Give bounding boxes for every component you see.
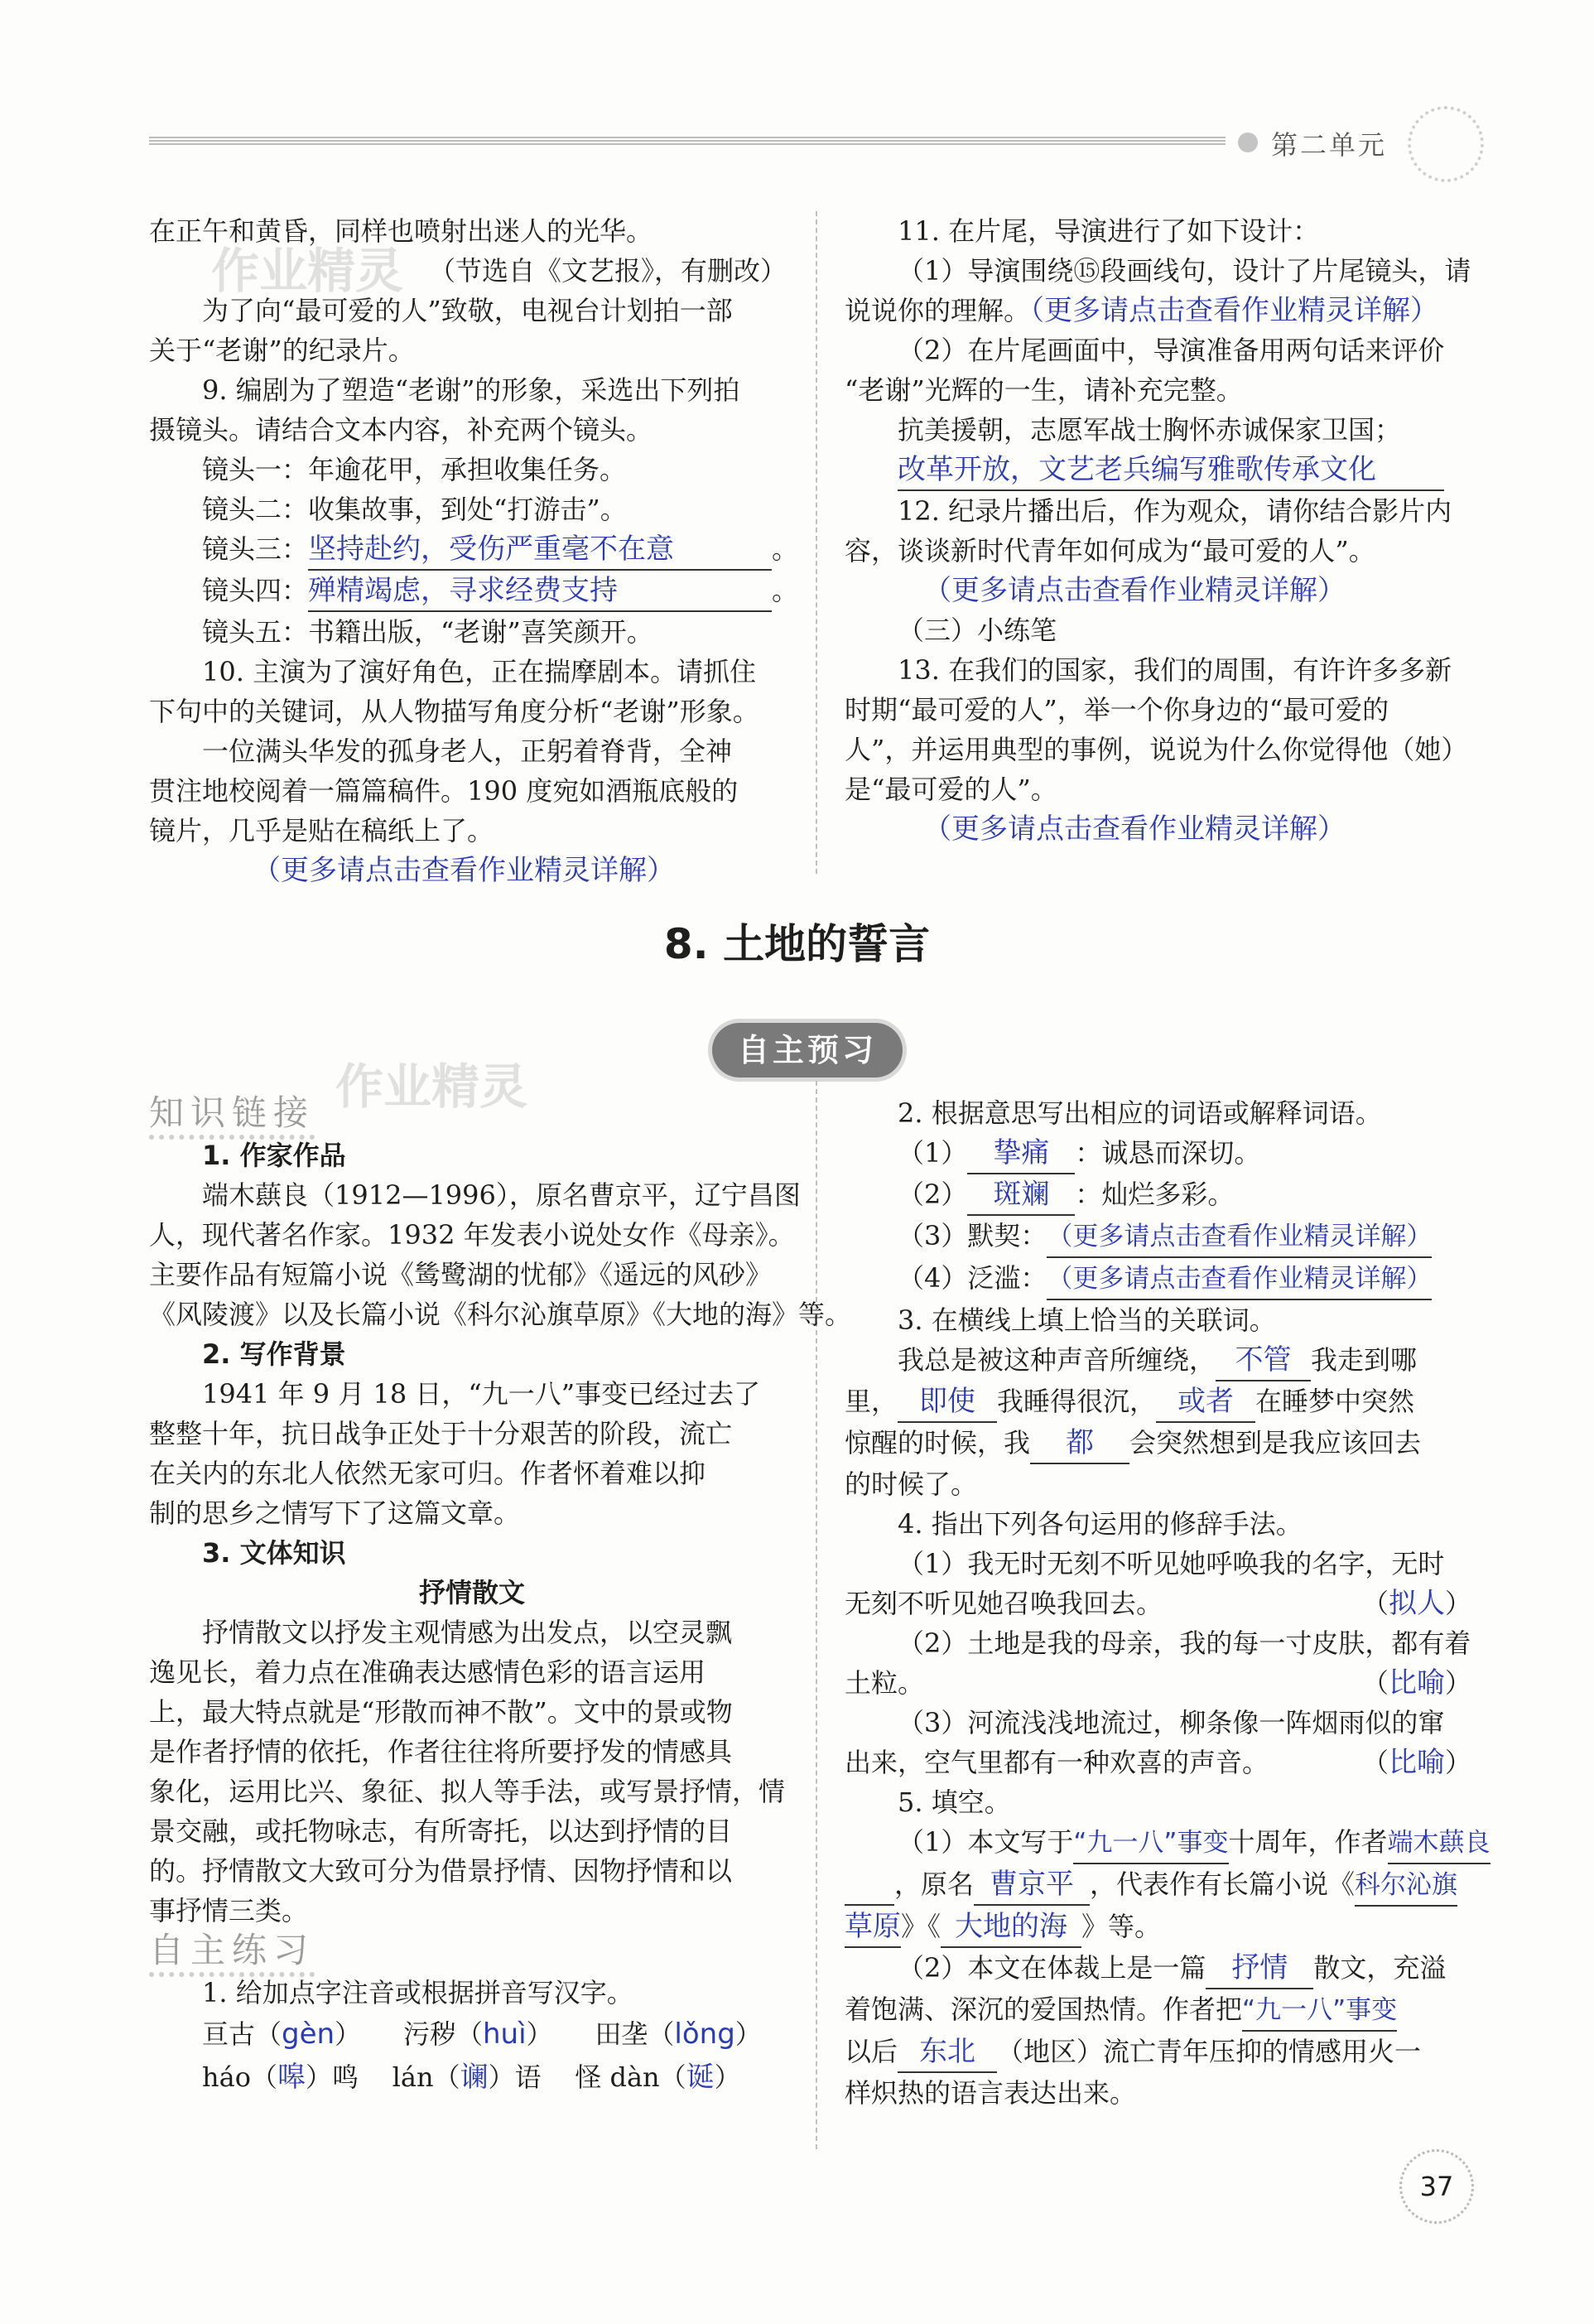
text-line: 下句中的关键词，从人物描写角度分析“老谢”形象。 — [149, 696, 759, 727]
q4-text: （2）土地是我的母亲，我的每一寸皮肤，都有着 — [898, 1627, 1471, 1659]
q2-item: （4）泛滥：（更多请点击查看作业精灵详解） — [845, 1258, 1540, 1300]
q5-text: （2）本文在体裁上是一篇 抒情 散文，充溢 — [845, 1948, 1540, 1989]
text-line: 在关内的东北人依然无家可归。作者怀着难以抑 — [149, 1458, 706, 1489]
text-line: 为了向“最可爱的人”致敬，电视台计划拍一部 — [202, 295, 733, 326]
text-line: 抗美援朝，志愿军战士胸怀赤诚保家卫国； — [898, 414, 1402, 446]
q3-text: 惊醒的时候，我 都 会突然想到是我应该回去 — [845, 1423, 1540, 1464]
answer-field[interactable]: 端木蕻良 — [1388, 1823, 1490, 1864]
lesson-title: 8. 土地的誓言 — [663, 920, 931, 968]
text-line: 整整十年，抗日战争正处于十分艰苦的阶段，流亡 — [149, 1418, 733, 1449]
text-line: （2）在片尾画面中，导演准备用两句话来评价 — [898, 335, 1445, 366]
q5-text: （1）本文写于“九一八”事变十周年，作者端木蕻良 — [845, 1822, 1540, 1864]
text-line: 是“最可爱的人”。 — [845, 774, 1057, 805]
more-details-link[interactable]: （更多请点击查看作业精灵详解） — [923, 574, 1346, 607]
column-divider — [816, 1081, 817, 2149]
right-top-column — [845, 211, 1490, 849]
answer-field[interactable]: lǒng — [674, 2018, 735, 2051]
header-dot-icon — [1238, 133, 1258, 152]
q3-text: 我总是被这种声音所缠绕， 不管 我走到哪 — [845, 1340, 1540, 1381]
q3-text: 里， 即使 我睡得很沉， 或者 在睡梦中突然 — [845, 1381, 1540, 1423]
section-heading-knowledge: 知识链接 — [149, 1092, 315, 1140]
question-2: 2. 根据意思写出相应的词语或解释词语。 — [898, 1097, 1382, 1129]
text-line: 主要作品有短篇小说《鸶鹭湖的忧郁》《遥远的风砂》 — [149, 1259, 773, 1290]
answer-field[interactable]: 比喻 — [1389, 1666, 1446, 1700]
q2-item: （2） 斑斓 ：灿烂多彩。 — [845, 1174, 1540, 1216]
text-line: 时期“最可爱的人”，举一个你身边的“最可爱的 — [845, 694, 1389, 726]
q4-text: （1）我无时无刻不听见她呼唤我的名字，无时 — [898, 1548, 1445, 1579]
answer-field[interactable]: 曹京平 — [974, 1864, 1090, 1906]
answer-field[interactable]: 嗥 — [277, 2061, 306, 2094]
q4-text: （3）河流浅浅地流过，柳条像一阵烟雨似的窜 — [898, 1707, 1445, 1738]
left-bottom-column — [149, 1092, 852, 2099]
q5-text: 样炽热的语言表达出来。 — [845, 2077, 1137, 2109]
header-rule — [149, 137, 1226, 145]
answer-field[interactable]: 改革开放，文艺老兵编写雅歌传承文化 — [898, 450, 1444, 491]
q4-text: 无刻不听见她召唤我回去。 （拟人） — [845, 1587, 1472, 1620]
q4-text: 土粒。 （比喻） — [845, 1666, 1472, 1700]
more-details-link[interactable]: （更多请点击查看作业精灵详解） — [1047, 1259, 1432, 1300]
q3-text: 的时候了。 — [845, 1468, 978, 1500]
q5-text: ，原名 曹京平 ，代表作有长篇小说《科尔沁旗 — [845, 1864, 1540, 1907]
text-line: 贯注地校阅着一篇篇稿件。190 度宛如酒瓶底般的 — [149, 775, 739, 807]
question-13: 13. 在我们的国家，我们的周围，有许许多多新 — [898, 654, 1452, 686]
q5-text: 草原》《 大地的海 》等。 — [845, 1907, 1540, 1948]
text-line: 抒情散文以抒发主观情感为出发点，以空灵飘 — [202, 1617, 733, 1648]
shot-3: 镜头三：坚持赴约，受伤严重毫不在意 。 — [149, 529, 787, 571]
subheading: 抒情散文 — [418, 1577, 525, 1608]
answer-field[interactable]: 不管 — [1216, 1340, 1311, 1381]
answer-field[interactable]: 或者 — [1156, 1381, 1255, 1423]
watermark: 作业精灵 — [211, 243, 404, 299]
text-line: 制的思乡之情写下了这篇文章。 — [149, 1497, 521, 1529]
text-line: 一位满头华发的孤身老人，正躬着脊背，全神 — [202, 735, 733, 767]
text-line — [845, 450, 1490, 491]
text-line: 摄镜头。请结合文本内容，补充两个镜头。 — [149, 414, 653, 446]
shot-1: 镜头一：年逾花甲，承担收集任务。 — [202, 454, 627, 485]
text-line: 端木蕻良（1912—1996），原名曹京平，辽宁昌图 — [202, 1179, 801, 1211]
text-line: 上，最大特点就是“形散而神不散”。文中的景或物 — [149, 1696, 733, 1728]
column-divider — [816, 211, 817, 874]
answer-field[interactable]: 挚痛 — [967, 1133, 1075, 1174]
shot-5: 镜头五：书籍出版，“老谢”喜笑颜开。 — [202, 616, 653, 648]
question-4: 4. 指出下列各句运用的修辞手法。 — [898, 1508, 1303, 1540]
pinyin-row: 亘古（gèn） 污秽（huì） 田垄（lǒng） — [202, 2018, 762, 2051]
question-11: 11. 在片尾，导演进行了如下设计： — [898, 215, 1320, 247]
header-ornament-icon — [1408, 106, 1484, 182]
answer-field[interactable]: 科尔沁旗 — [1355, 1865, 1457, 1907]
answer-field[interactable]: 谰 — [460, 2061, 489, 2094]
watermark: 作业精灵 — [335, 1058, 528, 1115]
answer-field[interactable]: 东北 — [898, 2032, 997, 2073]
answer-field[interactable]: “九一八”事变 — [1073, 1823, 1228, 1864]
unit-label: 第二单元 — [1271, 129, 1388, 161]
text-line: “老谢”光辉的一生，请补充完整。 — [845, 374, 1243, 406]
question-12: 12. 纪录片播出后，作为观众，请你结合影片内 — [898, 495, 1452, 527]
q5-text: 以后 东北 （地区）流亡青年压抑的情感用火一 — [845, 2032, 1540, 2073]
answer-field[interactable]: 抒情 — [1206, 1948, 1313, 1989]
answer-field[interactable]: “九一八”事变 — [1242, 1990, 1397, 2032]
more-details-link[interactable]: （更多请点击查看作业精灵详解） — [253, 854, 675, 887]
text-line: 《风陵渡》以及长篇小说《科尔沁旗草原》《大地的海》等。 — [149, 1299, 852, 1330]
shot-4: 镜头四：殚精竭虑，寻求经费支持 。 — [149, 571, 787, 612]
text-line: 逸见长，着力点在准确表达感情色彩的语言运用 — [149, 1656, 706, 1688]
more-details-link[interactable]: （更多请点击查看作业精灵详解） — [1030, 294, 1439, 327]
section-pill: 自主预习 — [712, 1023, 903, 1078]
answer-field[interactable]: 殚精竭虑，寻求经费支持 — [308, 571, 772, 612]
question-5: 5. 填空。 — [898, 1786, 1011, 1818]
text-line: 说说你的理解。（更多请点击查看作业精灵详解） — [845, 294, 1439, 327]
text-line: 景交融，或托物咏志，有所寄托，以达到抒情的目 — [149, 1815, 733, 1847]
text-line: 的。抒情散文大致可分为借景抒情、因物抒情和以 — [149, 1855, 733, 1887]
q2-item: （3）默契：（更多请点击查看作业精灵详解） — [845, 1216, 1540, 1258]
text-line: 1941 年 9 月 18 日，“九一八”事变已经过去了 — [202, 1378, 761, 1410]
answer-field[interactable]: 草原 — [845, 1907, 901, 1948]
text-line: 人”，并运用典型的事例，说说为什么你觉得他（她） — [845, 734, 1468, 765]
text-line: （1）导演围绕⑮段画线句，设计了片尾镜头，请 — [898, 255, 1471, 287]
pinyin-row: háo（嗥）鸣 lán（谰）语 怪 dàn（诞） — [202, 2061, 741, 2094]
text-line: 事抒情三类。 — [149, 1895, 309, 1926]
text-line: 关于“老谢”的纪录片。 — [149, 335, 415, 366]
page-number: 37 — [1399, 2149, 1474, 2224]
q2-item: （1） 挚痛 ：诚恳而深切。 — [845, 1133, 1540, 1174]
question-3: 3. 在横线上填上恰当的关联词。 — [898, 1304, 1276, 1336]
more-details-link[interactable]: （更多请点击查看作业精灵详解） — [923, 812, 1346, 846]
subheading: 3. 文体知识 — [202, 1537, 346, 1569]
subheading: 1. 作家作品 — [202, 1140, 346, 1171]
right-bottom-column — [845, 1093, 1540, 2113]
question-9: 9. 编剧为了塑造“老谢”的形象，采选出下列拍 — [202, 374, 740, 406]
section-heading-practice: 自主练习 — [149, 1930, 315, 1977]
question-1: 1. 给加点字注音或根据拼音写汉字。 — [202, 1977, 633, 2008]
subsection-title: （三）小练笔 — [898, 615, 1057, 646]
text-line: 容，谈谈新时代青年如何成为“最可爱的人”。 — [845, 535, 1375, 567]
answer-field[interactable]: 都 — [1030, 1423, 1129, 1464]
text-line: 象化，运用比兴、象征、拟人等手法，或写景抒情，情 — [149, 1776, 786, 1807]
answer-field[interactable]: 比喻 — [1389, 1746, 1446, 1779]
answer-field[interactable]: 大地的海 — [941, 1907, 1081, 1948]
more-details-link[interactable]: （更多请点击查看作业精灵详解） — [1047, 1217, 1432, 1258]
answer-field[interactable]: 拟人 — [1389, 1587, 1446, 1620]
shot-2: 镜头二：收集故事，到处“打游击”。 — [202, 494, 627, 525]
answer-field[interactable]: gèn — [282, 2018, 335, 2051]
answer-field[interactable]: huì — [482, 2018, 527, 2051]
text-line: 镜片，几乎是贴在稿纸上了。 — [149, 815, 494, 846]
answer-field[interactable]: 即使 — [898, 1381, 997, 1423]
answer-field[interactable]: 坚持赴约，受伤严重毫不在意 — [308, 529, 772, 571]
text-line: 是作者抒情的依托，作者往往将所要抒发的情感具 — [149, 1736, 733, 1767]
text-line: 人，现代著名作家。1932 年发表小说处女作《母亲》。 — [149, 1219, 795, 1251]
question-10: 10. 主演为了演好角色，正在揣摩剧本。请抓住 — [202, 656, 757, 687]
text-line: 在正午和黄昏，同样也喷射出迷人的光华。 — [149, 215, 653, 247]
source-note: （节选自《文艺报》，有删改） — [428, 255, 787, 287]
answer-field[interactable]: 诞 — [686, 2061, 715, 2094]
answer-field[interactable]: 斑斓 — [967, 1174, 1075, 1216]
q5-text: 着饱满、深沉的爱国热情。作者把“九一八”事变 — [845, 1989, 1540, 2032]
subheading: 2. 写作背景 — [202, 1338, 346, 1370]
left-top-column — [149, 211, 799, 890]
q4-text: 出来，空气里都有一种欢喜的声音。 （比喻） — [845, 1746, 1472, 1779]
